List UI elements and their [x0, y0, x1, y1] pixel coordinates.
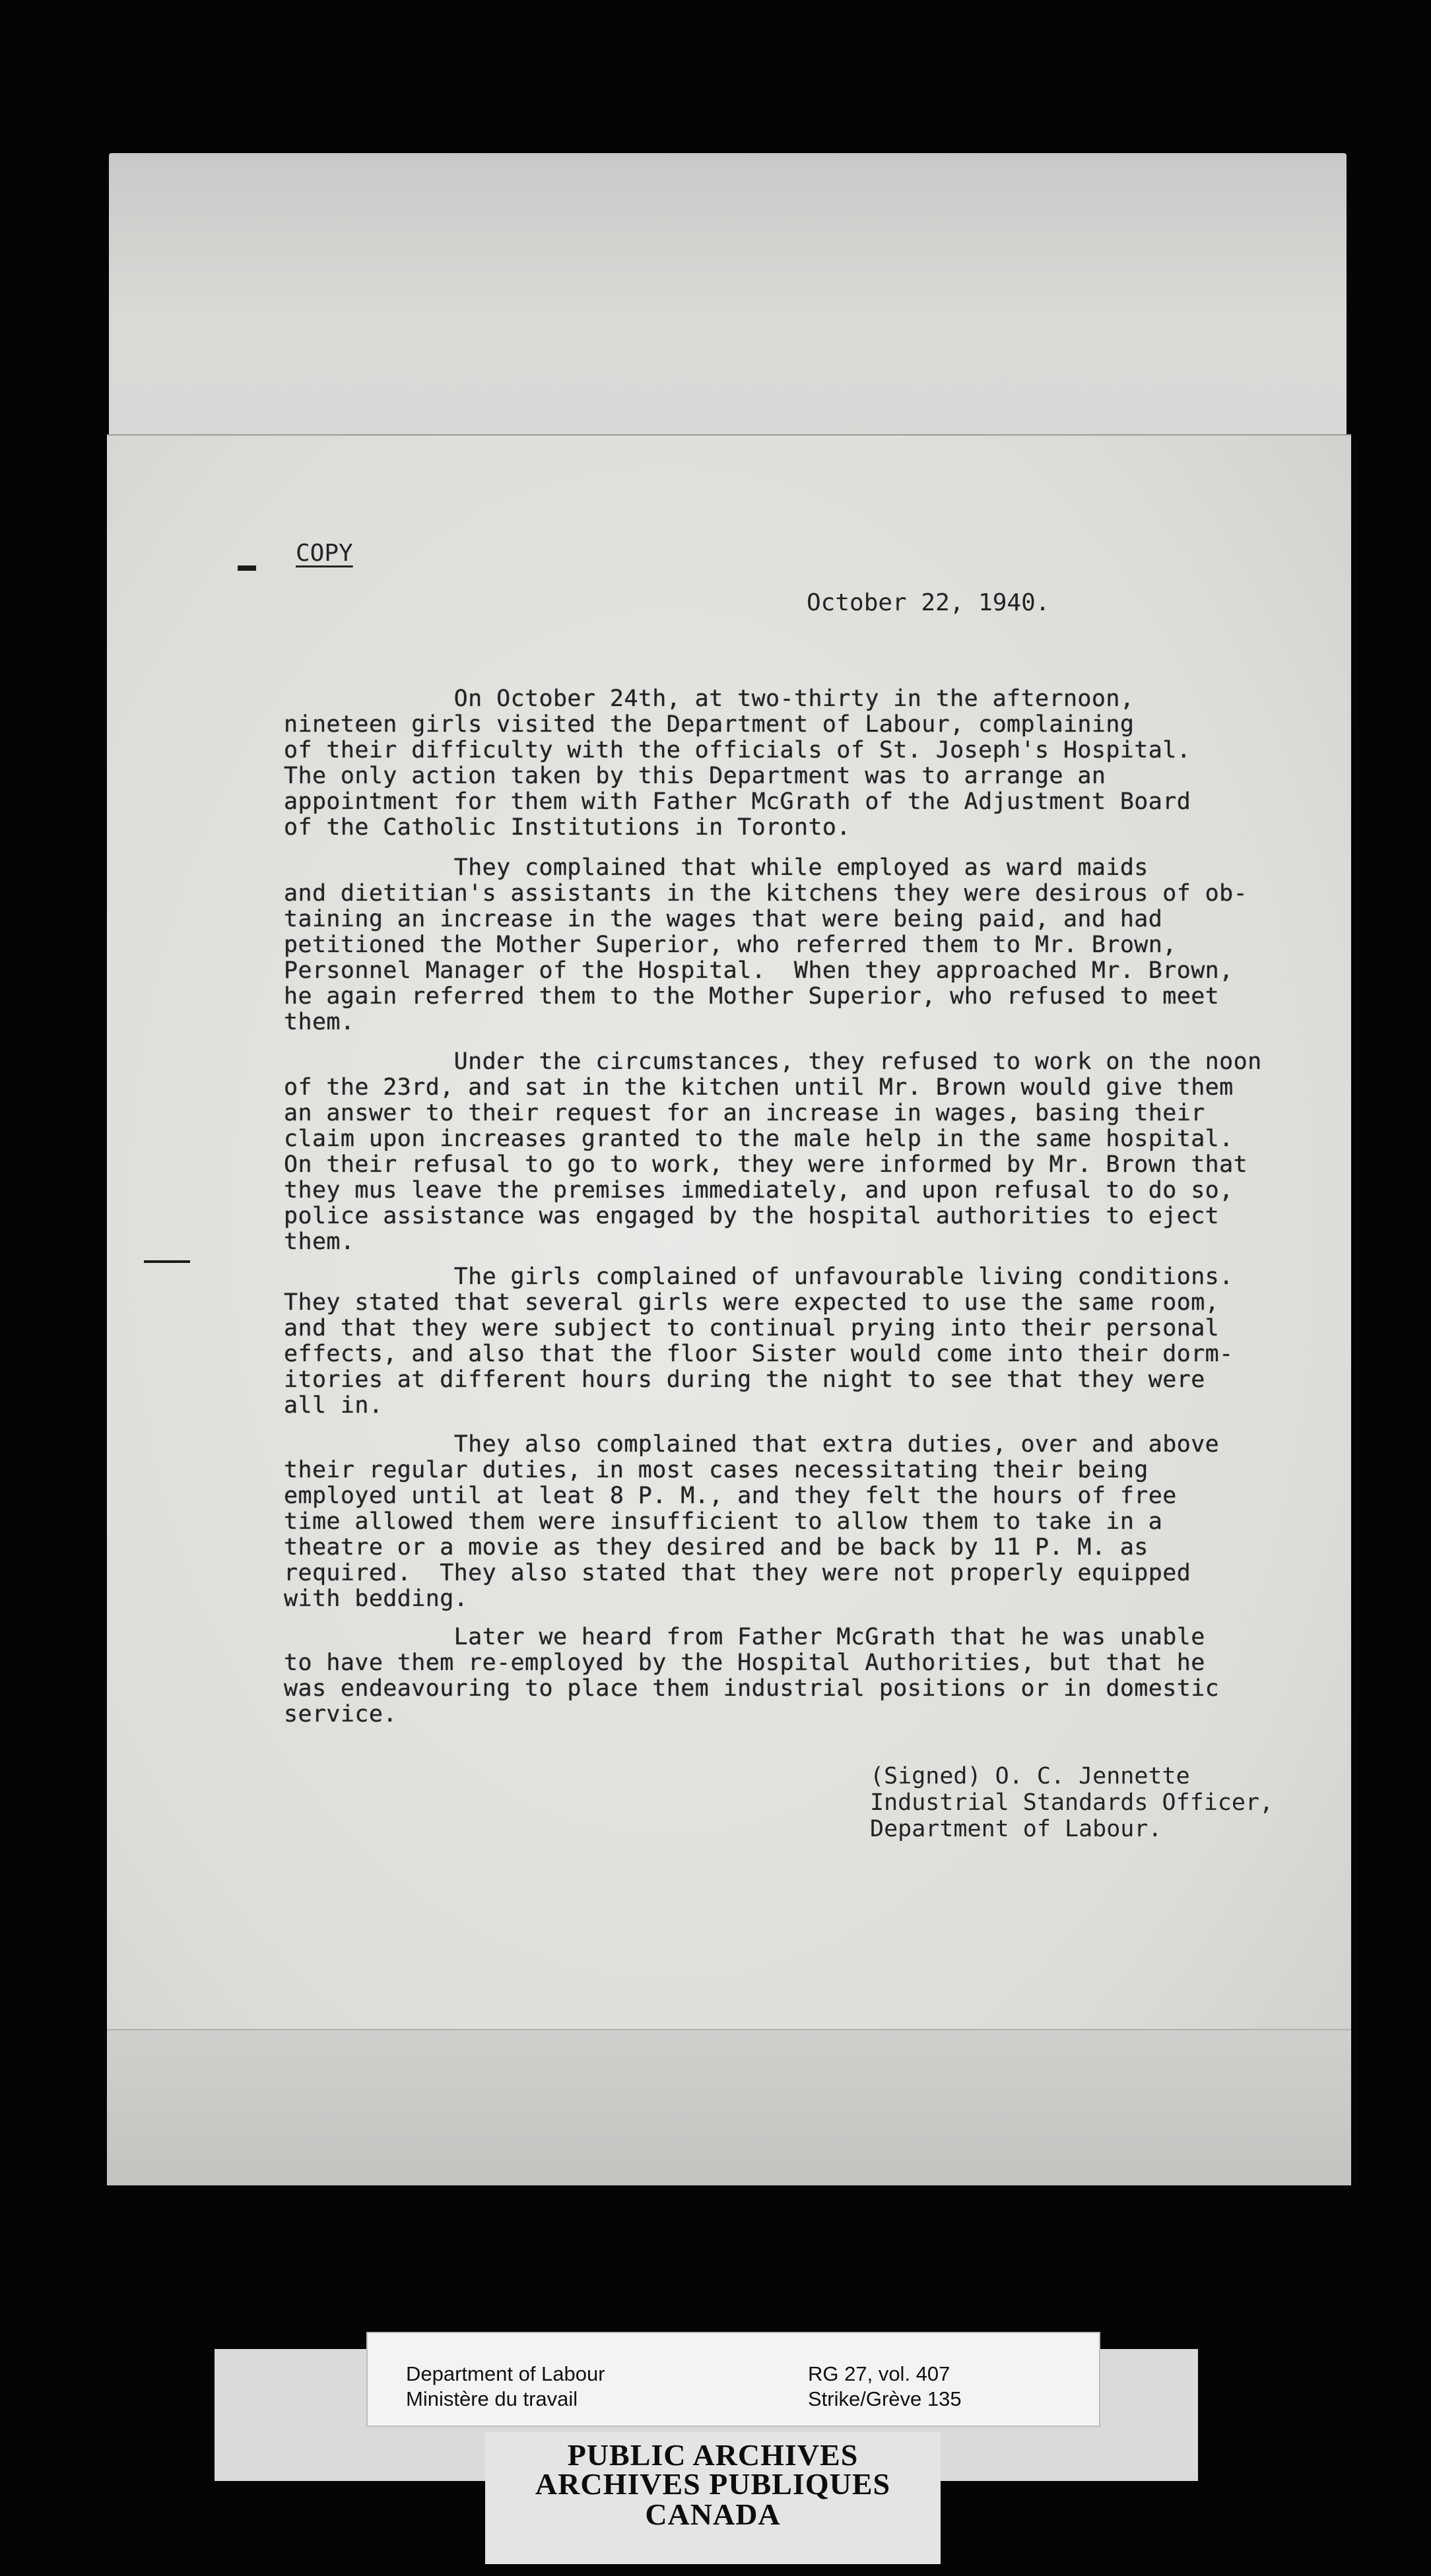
paragraph-1: On October 24th, at two-thirty in the afternoon, nineteen girls visited the Department of Labour, complaining of their difficulty with the officials of St. Joseph's Hospital. The only action taken by this Department was to arrange an appointment for them with Father McGrath of the Adjustment Board of the Catholic Institutions in Toronto.: [284, 686, 1191, 841]
page-fold: [107, 2029, 1351, 2185]
paragraph-6: Later we heard from Father McGrath that he was unable to have them re-employed by the Hospital Authorities, but that he was endeavouring to place them industrial positions or in domestic service.: [284, 1624, 1220, 1727]
archive-stamp-line2: ARCHIVES PUBLIQUES: [535, 2467, 891, 2501]
dept-english: Department of Labour: [406, 2362, 605, 2385]
dept-french: Ministère du travail: [406, 2387, 578, 2410]
paragraph-3: Under the circumstances, they refused to work on the noon of the 23rd, and sat in the kitchen until Mr. Brown would give them an answer to their request for an increase in wages, basing their claim upon increases granted to the male help in the same hospital. On their refusal to go to work, they were informed by Mr. Brown that they mus leave the premises immediately, and upon refusal to do so, police assistance was engaged by the hospital authorities to eject them.: [284, 1048, 1262, 1255]
archive-stamp-line1: PUBLIC ARCHIVES: [567, 2438, 859, 2472]
paragraph-2: They complained that while employed as ward maids and dietitian's assistants in the kitchens they were desirous of ob- taining an increase in the wages that were being paid, and had petitioned the Mother Superior, who referred them to Mr. Brown, Personnel Manager of the Hospital. When they approached Mr. Brown, he again referred them to the Mother Superior, who refused to meet them.: [284, 854, 1248, 1035]
record-group-ref: RG 27, vol. 407: [808, 2362, 950, 2385]
letter-date: October 22, 1940.: [807, 589, 1050, 616]
signature-department: Department of Labour.: [870, 1816, 1162, 1842]
signature-line: (Signed) O. C. Jennette: [870, 1763, 1190, 1789]
ink-speck: [238, 565, 256, 571]
copy-mark: COPY: [296, 540, 353, 567]
signature-block: [870, 1763, 1273, 1842]
signature-title: Industrial Standards Officer,: [870, 1789, 1274, 1816]
archive-stamp-line3: CANADA: [645, 2497, 781, 2531]
strike-file-ref: Strike/Grève 135: [808, 2387, 962, 2410]
paragraph-5: They also complained that extra duties, over and above their regular duties, in most cases necessitating their being employed until at leat 8 P. M., and they felt the hours of free time allowed them were insufficient to allow them to take in a theatre or a movie as they desired and be back by 11 P. M. as required. They also stated that they were not properly equipped with bedding.: [284, 1431, 1220, 1612]
paragraph-4: The girls complained of unfavourable living conditions. They stated that several girls were expected to use the same room, and that they were subject to continual prying into their personal effects, and also that the floor Sister would come into their dorm- itories at different hours during the night to see that they were all in.: [284, 1264, 1234, 1419]
ink-speck: [144, 1260, 190, 1263]
